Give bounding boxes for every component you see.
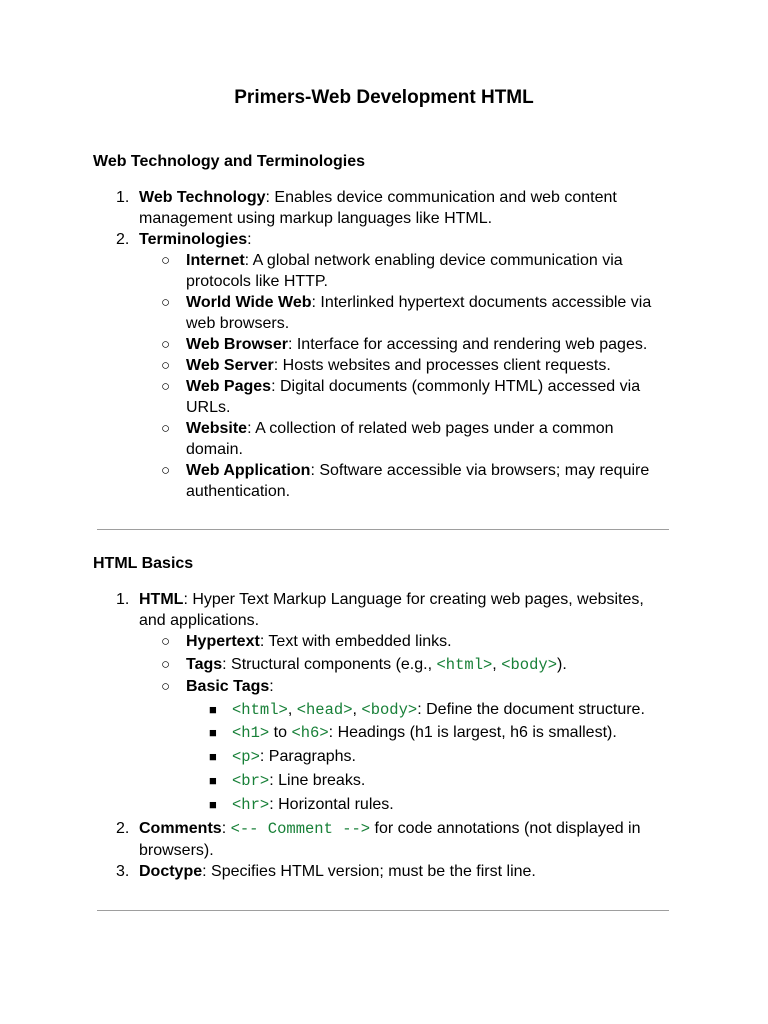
term-description: : A global network enabling device communication via xyxy=(244,252,623,269)
list-item-continuation: URLs. xyxy=(186,399,231,416)
code-snippet: <body> xyxy=(501,656,557,674)
square-bullet-marker: ■ xyxy=(209,725,217,740)
separator-text: to xyxy=(269,724,292,741)
term-label: Terminologies xyxy=(139,231,248,248)
list-item-continuation: protocols like HTTP. xyxy=(186,273,328,290)
list-item-continuation: domain. xyxy=(186,441,243,458)
separator-text: : xyxy=(221,820,231,837)
list-item-basic-tags xyxy=(186,676,686,697)
square-bullet-marker: ■ xyxy=(209,749,217,764)
term-label: Web Application xyxy=(186,462,311,479)
code-snippet: <h6> xyxy=(291,724,329,742)
term-description: : Enables device communication and web content xyxy=(265,189,617,206)
list-item-hrule-tag xyxy=(232,794,692,816)
code-snippet: <h1> xyxy=(232,724,270,742)
bullet-marker: ○ xyxy=(161,656,171,673)
separator-text: , xyxy=(287,701,297,718)
list-item-html xyxy=(139,589,679,610)
term-description: : Paragraphs. xyxy=(259,748,356,765)
term-description: : Horizontal rules. xyxy=(269,796,394,813)
term-label: Web Technology xyxy=(139,189,266,206)
section-heading-html-basics: HTML Basics xyxy=(93,555,194,572)
code-snippet: <br> xyxy=(232,772,270,790)
list-marker: 2. xyxy=(116,231,130,248)
bullet-marker: ○ xyxy=(161,678,171,695)
bullet-marker: ○ xyxy=(161,357,171,374)
list-marker: 1. xyxy=(116,591,130,608)
term-description: : Interlinked hypertext documents accessible via xyxy=(311,294,652,311)
list-item-structure-tags xyxy=(232,699,692,721)
list-item-web-browser xyxy=(186,334,686,355)
horizontal-rule xyxy=(97,529,669,530)
list-marker: 1. xyxy=(116,189,130,206)
list-item-web-pages xyxy=(186,376,686,397)
list-marker: 2. xyxy=(116,820,130,837)
code-snippet: <hr> xyxy=(232,796,270,814)
list-item-web-application xyxy=(186,460,686,481)
term-label: Web Pages xyxy=(186,378,272,395)
separator-text: , xyxy=(492,656,502,673)
bullet-marker: ○ xyxy=(161,336,171,353)
list-item-continuation: web browsers. xyxy=(186,315,290,332)
term-description: : Structural components (e.g., xyxy=(222,656,437,673)
term-description: : A collection of related web pages under a common xyxy=(247,420,614,437)
term-description: : Hosts websites and processes client requests. xyxy=(273,357,611,374)
term-label: HTML xyxy=(139,591,184,608)
code-snippet: <body> xyxy=(361,701,418,719)
term-label: Doctype xyxy=(139,863,203,880)
list-item-continuation: authentication. xyxy=(186,483,291,500)
separator-text: , xyxy=(352,701,362,718)
term-label: Website xyxy=(186,420,248,437)
term-description: : Text with embedded links. xyxy=(259,633,452,650)
list-item-doctype xyxy=(139,861,679,882)
list-item-web-technology xyxy=(139,187,679,208)
term-description: : Specifies HTML version; must be the first line. xyxy=(202,863,536,880)
list-item-terminologies xyxy=(139,229,679,250)
term-description: : Line breaks. xyxy=(269,772,366,789)
code-snippet: <html> xyxy=(436,656,493,674)
bullet-marker: ○ xyxy=(161,252,171,269)
bullet-marker: ○ xyxy=(161,294,171,311)
term-description: : Define the document structure. xyxy=(417,701,645,718)
term-label: Comments xyxy=(139,820,222,837)
term-suffix: : xyxy=(269,678,274,695)
term-label: Internet xyxy=(186,252,245,269)
term-description: for code annotations (not displayed in xyxy=(370,820,641,837)
term-label: Hypertext xyxy=(186,633,260,650)
term-label: Web Browser xyxy=(186,336,288,353)
code-snippet: <-- Comment --> xyxy=(230,820,371,838)
section-heading-web-technology: Web Technology and Terminologies xyxy=(93,153,366,170)
list-item-continuation: management using markup languages like HTML. xyxy=(139,210,493,227)
list-item-linebreak-tag xyxy=(232,770,692,792)
code-snippet: <head> xyxy=(296,701,353,719)
term-label: Tags xyxy=(186,656,223,673)
list-item-world-wide-web xyxy=(186,292,686,313)
term-label: Web Server xyxy=(186,357,274,374)
term-label: World Wide Web xyxy=(186,294,312,311)
term-description: : Digital documents (commonly HTML) accessed via xyxy=(271,378,641,395)
bullet-marker: ○ xyxy=(161,633,171,650)
list-item-continuation: browsers). xyxy=(139,842,214,859)
term-description: : Software accessible via browsers; may require xyxy=(310,462,650,479)
list-item-hypertext xyxy=(186,631,686,652)
list-item-web-server xyxy=(186,355,686,376)
list-item-website xyxy=(186,418,686,439)
term-description: : Interface for accessing and rendering web pages. xyxy=(287,336,648,353)
bullet-marker: ○ xyxy=(161,378,171,395)
list-item-heading-tags xyxy=(232,722,692,744)
term-suffix: ). xyxy=(557,656,567,673)
square-bullet-marker: ■ xyxy=(209,773,217,788)
term-label: Basic Tags xyxy=(186,678,270,695)
square-bullet-marker: ■ xyxy=(209,797,217,812)
list-item-comments xyxy=(139,818,679,840)
term-description: : Headings (h1 is largest, h6 is smallest). xyxy=(328,724,617,741)
square-bullet-marker: ■ xyxy=(209,702,217,717)
document-title: Primers-Web Development HTML xyxy=(234,87,534,108)
term-suffix: : xyxy=(247,231,252,248)
list-item-paragraph-tag xyxy=(232,746,692,768)
list-item-tags xyxy=(186,654,686,676)
bullet-marker: ○ xyxy=(161,462,171,479)
bullet-marker: ○ xyxy=(161,420,171,437)
list-item-continuation: and applications. xyxy=(139,612,260,629)
code-snippet: <html> xyxy=(232,701,288,719)
list-marker: 3. xyxy=(116,863,130,880)
horizontal-rule xyxy=(97,910,669,911)
code-snippet: <p> xyxy=(232,748,260,766)
term-description: : Hyper Text Markup Language for creating web pages, websites, xyxy=(183,591,644,608)
list-item-internet xyxy=(186,250,686,271)
